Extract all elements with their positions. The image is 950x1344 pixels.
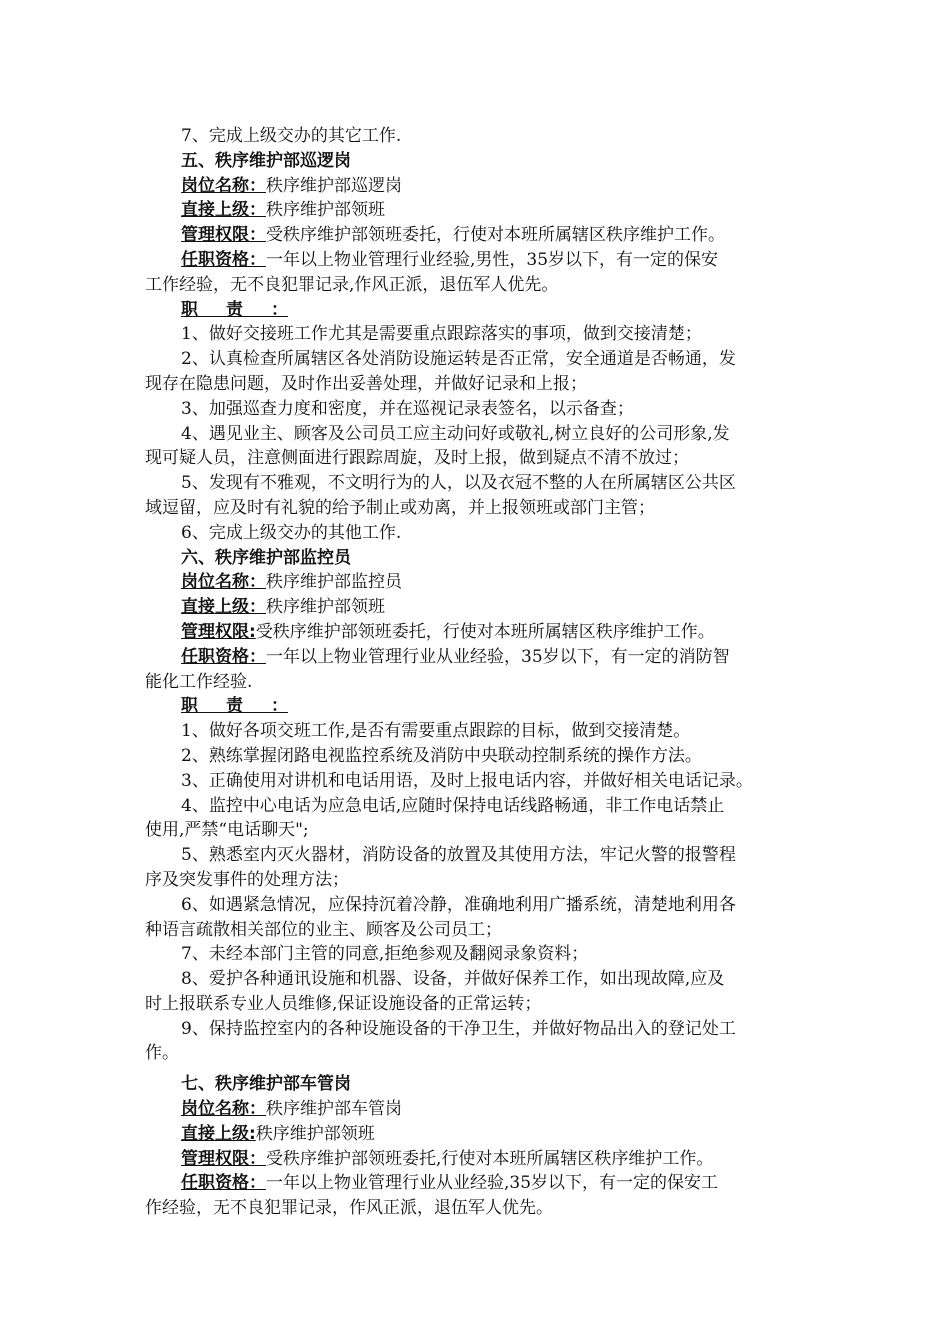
field-value: 受秩序维护部领班委托，行使对本班所属辖区秩序维护工作。 (266, 225, 725, 246)
paragraph-line: 8、爱护各种通讯设施和机器、设备，并做好保养工作，如出现故障,应及 (181, 969, 725, 990)
paragraph-line: 7、完成上级交办的其它工作. (181, 126, 402, 146)
field-label: 岗位名称 (181, 1099, 249, 1120)
field-row (145, 645, 810, 670)
field-label: 任职资格 (181, 249, 249, 270)
field-separator: ： (249, 1173, 266, 1194)
paragraph-line: 工作经验，无不良犯罪记录,作风正派，退伍军人优先。 (145, 274, 559, 295)
field-value: 秩序维护部领班 (255, 1123, 375, 1144)
paragraph-line: 3、正确使用对讲机和电话用语，及时上报电话内容，并做好相关电话记录。 (181, 770, 753, 791)
field-value: 受秩序维护部领班委托,行使对本班所属辖区秩序维护工作。 (266, 1148, 714, 1169)
paragraph-line: 1、做好各项交班工作,是否有需要重点跟踪的目标，做到交接清楚。 (181, 721, 691, 742)
paragraph-line: 2、认真检查所属辖区各处消防设施运转是否正常，安全通道是否畅通，发 (181, 349, 736, 370)
paragraph-line: 6、完成上级交办的其他工作. (181, 522, 402, 543)
paragraph-line: 4、监控中心电话为应急电话,应随时保持电话线路畅通，非工作电话禁止 (181, 795, 725, 816)
field-row (145, 198, 810, 223)
field-row (145, 694, 810, 719)
paragraph-line: 现可疑人员，注意侧面进行跟踪周旋，及时上报，做到疑点不清不放过； (145, 448, 689, 469)
field-row (145, 223, 810, 248)
paragraph-line: 作经验，无不良犯罪记录，作风正派，退伍军人优先。 (145, 1198, 553, 1219)
field-separator: ： (249, 225, 266, 246)
paragraph-line: 序及突发事件的处理方法； (145, 869, 349, 890)
field-row (145, 1097, 810, 1122)
paragraph-line: 现存在隐患问题，及时作出妥善处理，并做好记录和上报； (145, 373, 587, 394)
paragraph-line: 6、如遇紧急情况，应保持沉着冷静，准确地利用广播系统，清楚地利用各 (181, 894, 736, 915)
paragraph-line: 7、未经本部门主管的同意,拒绝参观及翻阅录象资料； (181, 944, 589, 965)
paragraph-line: 3、加强巡查力度和密度，并在巡视记录表签名，以示备查； (181, 398, 634, 419)
field-label: 职责 (181, 696, 271, 717)
paragraph-line: 2、熟练掌握闭路电视监控系统及消防中央联动控制系统的操作方法。 (181, 745, 702, 766)
field-value: 秩序维护部监控员 (266, 572, 402, 593)
paragraph-line: 4、遇见业主、顾客及公司员工应主动问好或敬礼,树立良好的公司形象,发 (181, 423, 730, 444)
field-value: 一年以上物业管理行业经验,男性，35岁以下，有一定的保安 (266, 249, 719, 270)
field-separator: ： (271, 299, 288, 320)
field-separator: ： (249, 1099, 266, 1120)
field-value: 一年以上物业管理行业从业经验,35岁以下，有一定的保安工 (266, 1173, 719, 1194)
field-row (145, 1122, 810, 1147)
field-label: 管理权限 (181, 225, 249, 246)
paragraph-line: 种语言疏散相关部位的业主、顾客及公司员工； (145, 919, 502, 940)
field-separator: ： (249, 1148, 266, 1169)
field-label: 管理权限 (181, 1148, 249, 1169)
paragraph-line: 使用,严禁“电话聊天"; (145, 820, 309, 841)
field-label: 管理权限 (181, 621, 249, 642)
field-row (145, 248, 810, 273)
field-value: 秩序维护部领班 (266, 597, 385, 618)
section-heading: 六、秩序维护部监控员 (181, 547, 351, 568)
field-label: 直接上级 (181, 597, 249, 618)
field-value: 一年以上物业管理行业从业经验，35岁以下，有一定的消防智 (266, 646, 730, 667)
field-row (145, 298, 810, 323)
field-label: 直接上级 (181, 1123, 249, 1144)
field-value: 秩序维护部车管岗 (266, 1099, 402, 1120)
field-label: 职责 (181, 299, 271, 320)
field-row (145, 1171, 810, 1196)
field-row (145, 174, 810, 199)
field-separator: ： (249, 249, 266, 270)
paragraph-line: 1、做好交接班工作尤其是需要重点跟踪落实的事项，做到交接清楚； (181, 324, 702, 345)
paragraph-line: 9、保持监控室内的各种设施设备的干净卫生，并做好物品出入的登记处工 (181, 1018, 736, 1039)
field-separator: ： (249, 572, 266, 593)
field-row (145, 570, 810, 595)
paragraph-line: 时上报联系专业人员维修,保证设施设备的正常运转； (145, 993, 542, 1014)
field-separator: ： (249, 646, 266, 667)
field-separator: : (249, 1123, 256, 1144)
field-row (145, 1147, 810, 1172)
field-separator: ： (271, 696, 288, 717)
field-separator: ： (249, 597, 266, 618)
paragraph-line: 5、熟悉室内灭火器材，消防设备的放置及其使用方法，牢记火警的报警程 (181, 845, 736, 866)
paragraph-line: 能化工作经验. (145, 671, 253, 692)
field-label: 直接上级 (181, 200, 249, 221)
field-value: 受秩序维护部领班委托，行使对本班所属辖区秩序维护工作。 (255, 621, 715, 642)
section-heading: 七、秩序维护部车管岗 (181, 1074, 351, 1095)
field-label: 岗位名称 (181, 572, 249, 593)
field-label: 岗位名称 (181, 175, 249, 196)
field-value: 秩序维护部巡逻岗 (266, 175, 402, 196)
section-heading: 五、秩序维护部巡逻岗 (181, 150, 351, 171)
field-label: 任职资格 (181, 646, 249, 667)
field-label: 任职资格 (181, 1173, 249, 1194)
field-value: 秩序维护部领班 (266, 200, 385, 221)
field-separator: ： (249, 175, 266, 196)
field-row (145, 595, 810, 620)
field-separator: ： (249, 200, 266, 221)
paragraph-line: 作。 (145, 1043, 179, 1064)
field-row (145, 620, 810, 645)
field-separator: : (249, 621, 256, 642)
paragraph-line: 域逗留，应及时有礼貌的给予制止或劝离，并上报领班或部门主管； (145, 497, 655, 518)
paragraph-line: 5、发现有不雅观，不文明行为的人，以及衣冠不整的人在所属辖区公共区 (181, 473, 736, 494)
